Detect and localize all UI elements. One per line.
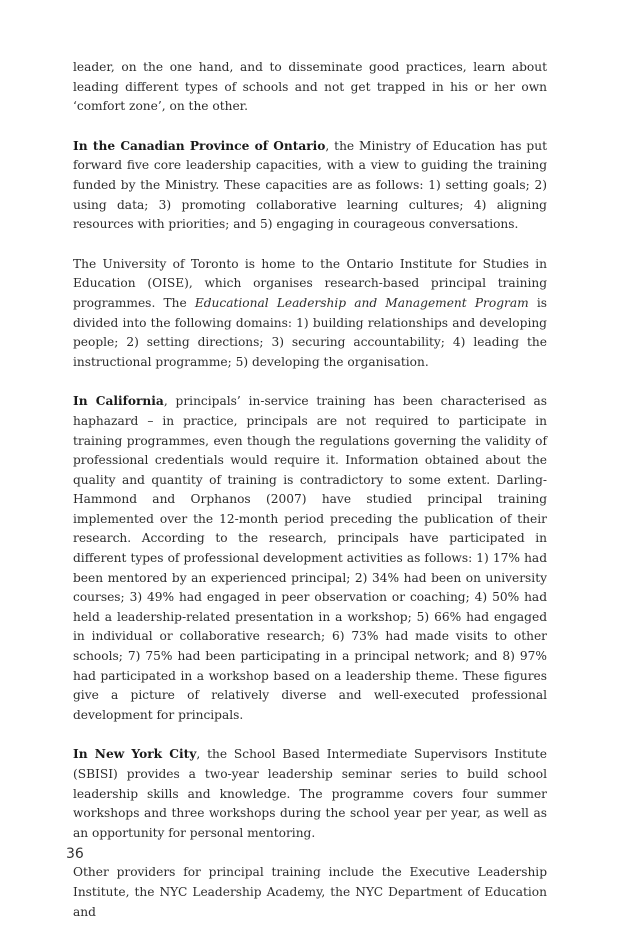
paragraph-text: Other providers for principal training include the Executive Leadership Institute, the NYC Leadership Academy, the NYC Department of Education and (73, 865, 547, 919)
paragraph-text-after: is divided into the following domains: 1) building relationships and developing people; 2) setting directions; 3) securing accountability; 4) leading the instructional programme; 5) developing the organisation. (73, 295, 547, 369)
paragraph-continuation (73, 58, 547, 117)
paragraph-lead: In the Canadian Province of Ontario (73, 138, 326, 153)
paragraph-text: , the Ministry of Education has put forward five core leadership capacities, with a view to guiding the training funded by the Ministry. These capacities are as follows: 1) setting goals; 2) using data; 3) promoting collaborative learning cultures; 4) aligning resources with priorities; and 5) engaging in courageous conversations. (73, 138, 547, 232)
page-number: 36 (66, 846, 84, 862)
paragraph-california (73, 392, 547, 725)
paragraph-lead: In New York City (73, 747, 197, 762)
paragraph-oise (73, 255, 547, 373)
paragraph-other-providers (73, 863, 547, 922)
paragraph-text: , principals’ in-service training has been characterised as haphazard – in practice, principals are not required to participate in training programmes, even though the regulations governing the validity of professional credentials would require it. Information obtained about the quality and quantity of training is contradictory to some extent. Darling-Hammond and Orphanos (2007) have studied principal training implemented over the 12-month period preceding the publication of their research. According to the research, principals have participated in different types of professional development activities as follows: 1) 17% had been mentored by an experienced principal; 2) 34% had been on university courses; 3) 49% had engaged in peer observation or coaching; 4) 50% had held a leadership-related presentation in a workshop; 5) 66% had engaged in individual or collaborative research; 6) 73% had made visits to other schools; 7) 75% had been participating in a principal network; and 8) 97% had participated in a workshop based on a leadership theme. These figures give a picture of relatively diverse and well-executed professional development for principals. (73, 394, 548, 722)
program-title: Educational Leadership and Management Program (194, 295, 529, 310)
paragraph-text-before: The University of Toronto is home to the Ontario Institute for Studies in Education (OISE), which organises research-based principal training programmes. The (73, 256, 547, 310)
page-body (73, 58, 547, 942)
paragraph-ontario (73, 137, 547, 235)
paragraph-lead: In California (73, 394, 164, 409)
paragraph-new-york (73, 745, 547, 843)
paragraph-text: leader, on the one hand, and to disseminate good practices, learn about leading different types of schools and not get trapped in his or her own ‘comfort zone’, on the other. (73, 60, 547, 114)
paragraph-text: , the School Based Intermediate Supervisors Institute (SBISI) provides a two-year leadership seminar series to build school leadership skills and knowledge. The programme covers four summer workshops and three workshops during the school year per year, as well as an opportunity for personal mentoring. (73, 747, 547, 840)
